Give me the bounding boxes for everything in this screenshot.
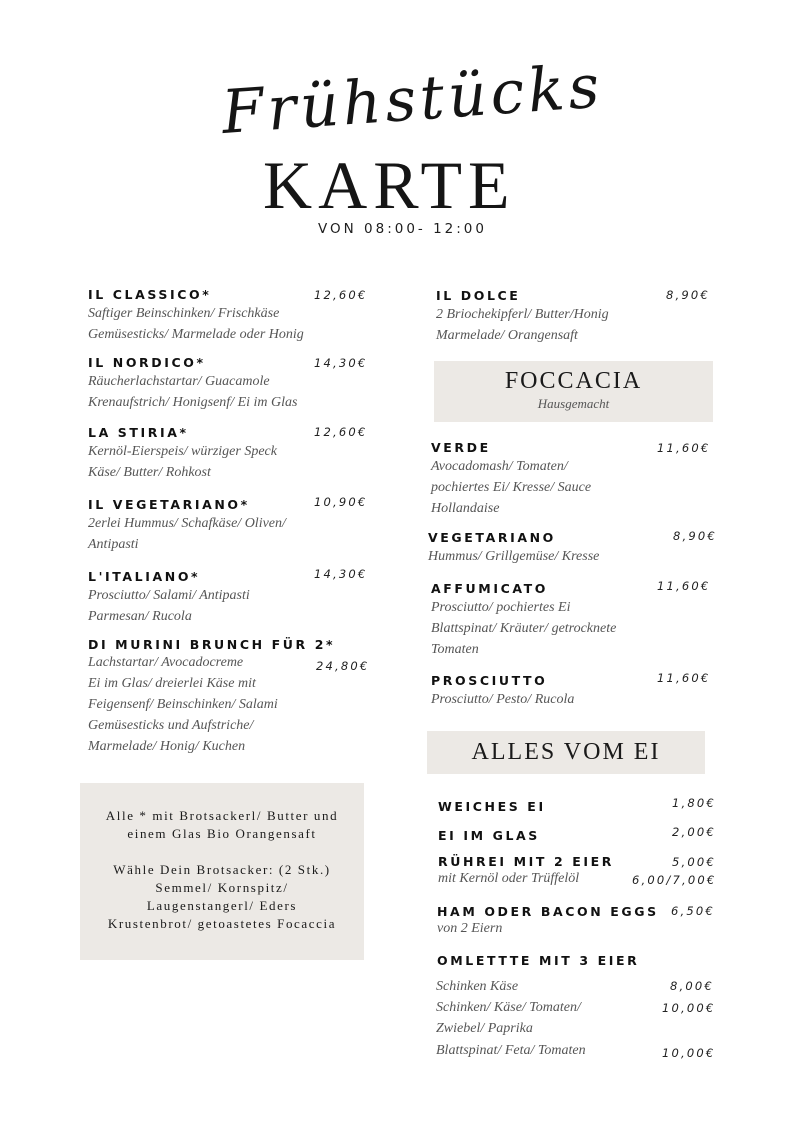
item-desc: Tomaten bbox=[431, 642, 479, 657]
omelette-variant-desc: Zwiebel/ Paprika bbox=[436, 1021, 533, 1036]
item-price: 10,90€ bbox=[314, 495, 368, 509]
menu-item-weiches-ei bbox=[438, 796, 718, 814]
item-desc: Prosciutto/ Salami/ Antipasti bbox=[88, 588, 250, 603]
omelette-variant-price: 10,00€ bbox=[662, 1046, 716, 1060]
item-desc: 2 Briochekipferl/ Butter/Honig bbox=[436, 307, 609, 322]
item-price: 12,60€ bbox=[314, 425, 368, 439]
item-name: IL DOLCE bbox=[436, 288, 521, 303]
menu-item-omelette bbox=[437, 953, 727, 968]
item-name: IL CLASSICO* bbox=[88, 287, 212, 302]
item-name: EI IM GLAS bbox=[438, 828, 540, 843]
item-price: 14,30€ bbox=[314, 356, 368, 370]
item-price: 12,60€ bbox=[314, 288, 368, 302]
item-desc: Prosciutto/ pochiertes Ei bbox=[431, 600, 571, 615]
item-desc: Käse/ Butter/ Rohkost bbox=[88, 465, 211, 480]
item-desc: Parmesan/ Rucola bbox=[88, 609, 192, 624]
note-line: Wähle Dein Brotsacker: (2 Stk.) bbox=[113, 862, 331, 877]
note-line bbox=[80, 843, 364, 861]
menu-item-ham-bacon bbox=[437, 904, 727, 939]
item-desc: Hollandaise bbox=[431, 501, 500, 516]
item-price: 8,90€ bbox=[673, 529, 717, 543]
menu-item-vegetariano bbox=[428, 530, 718, 567]
menu-item-il-vegetariano bbox=[88, 497, 368, 555]
item-desc: pochiertes Ei/ Kresse/ Sauce bbox=[431, 480, 592, 495]
item-desc: Räucherlachstartar/ Guacamole bbox=[88, 374, 270, 389]
omelette-variant-price: 8,00€ bbox=[670, 979, 714, 993]
item-name: WEICHES EI bbox=[438, 799, 546, 814]
item-price: 6,50€ bbox=[671, 904, 715, 918]
item-name: HAM ODER BACON EGGS bbox=[437, 904, 659, 919]
menu-item-il-classico bbox=[88, 287, 368, 345]
item-desc: 2erlei Hummus/ Schafkäse/ Oliven/ bbox=[88, 516, 286, 531]
item-desc: von 2 Eiern bbox=[437, 921, 503, 936]
section-title: ALLES VOM EI bbox=[471, 739, 661, 765]
item-name: L'ITALIANO* bbox=[88, 569, 201, 584]
item-name: LA STIRIA* bbox=[88, 425, 189, 440]
item-desc: Krenaufstrich/ Honigsenf/ Ei im Glas bbox=[88, 395, 298, 410]
menu-item-affumicato bbox=[431, 581, 711, 660]
item-price-variant: 6,00/7,00€ bbox=[632, 873, 717, 887]
page-title: KARTE bbox=[263, 147, 516, 223]
item-price: 14,30€ bbox=[314, 567, 368, 581]
item-desc: Prosciutto/ Pesto/ Rucola bbox=[431, 692, 575, 707]
item-desc: Hummus/ Grillgemüse/ Kresse bbox=[428, 549, 600, 564]
note-line: Laugenstangerl/ Eders bbox=[146, 898, 298, 913]
item-desc: Avocadomash/ Tomaten/ bbox=[431, 459, 568, 474]
item-desc: Gemüsesticks/ Marmelade oder Honig bbox=[88, 327, 304, 342]
item-price: 24,80€ bbox=[316, 659, 370, 673]
item-name: RÜHREI MIT 2 EIER bbox=[438, 854, 614, 869]
note-line: Semmel/ Kornspitz/ bbox=[155, 880, 289, 895]
section-header-eggs bbox=[427, 731, 705, 774]
item-name: VERDE bbox=[431, 440, 491, 455]
menu-item-brunch bbox=[88, 637, 378, 757]
menu-item-prosciutto bbox=[431, 673, 711, 710]
menu-item-italiano bbox=[88, 569, 368, 627]
menu-item-la-stiria bbox=[88, 425, 368, 483]
item-name: AFFUMICATO bbox=[431, 581, 549, 596]
item-price: 1,80€ bbox=[672, 796, 716, 810]
item-name: PROSCIUTTO bbox=[431, 673, 548, 688]
note-line: einem Glas Bio Orangensaft bbox=[127, 826, 317, 841]
item-name: OMLETTTE MIT 3 EIER bbox=[437, 953, 640, 968]
item-desc: Saftiger Beinschinken/ Frischkäse bbox=[88, 306, 280, 321]
section-title: FOCCACIA bbox=[504, 368, 643, 394]
menu-item-ei-im-glas bbox=[438, 825, 718, 843]
omelette-variant-desc: Schinken/ Käse/ Tomaten/ bbox=[436, 1000, 581, 1015]
item-desc: Marmelade/ Honig/ Kuchen bbox=[88, 739, 246, 754]
opening-hours: VON 08:00- 12:00 bbox=[318, 221, 487, 237]
item-price: 8,90€ bbox=[666, 288, 710, 302]
script-title: Frühstücks bbox=[219, 51, 606, 148]
item-desc: Marmelade/ Orangensaft bbox=[436, 328, 578, 343]
section-header-foccacia bbox=[434, 361, 713, 422]
item-price: 11,60€ bbox=[657, 671, 711, 685]
menu-item-verde bbox=[431, 440, 711, 519]
item-desc: Antipasti bbox=[88, 537, 139, 552]
item-name: IL VEGETARIANO* bbox=[88, 497, 250, 512]
omelette-variant-price: 10,00€ bbox=[662, 1001, 716, 1015]
item-desc: Lachstartar/ Avocadocreme bbox=[88, 655, 244, 670]
item-desc: Gemüsesticks und Aufstriche/ bbox=[88, 718, 254, 733]
item-price: 11,60€ bbox=[657, 579, 711, 593]
note-line: Alle * mit Brotsackerl/ Butter und bbox=[105, 808, 339, 823]
item-price: 11,60€ bbox=[657, 441, 711, 455]
item-price: 5,00€ bbox=[672, 855, 716, 869]
omelette-variant-desc: Schinken Käse bbox=[436, 979, 519, 994]
item-name: VEGETARIANO bbox=[428, 530, 556, 545]
item-desc: Ei im Glas/ dreierlei Käse mit bbox=[88, 676, 256, 691]
menu-item-ruehrei bbox=[438, 854, 728, 889]
omelette-variant-desc: Blattspinat/ Feta/ Tomaten bbox=[436, 1043, 586, 1058]
item-desc: Blattspinat/ Kräuter/ getrocknete bbox=[431, 621, 617, 636]
item-name: DI MURINI BRUNCH FÜR 2* bbox=[88, 637, 336, 652]
info-note-box bbox=[80, 783, 364, 960]
item-desc: mit Kernöl oder Trüffelöl bbox=[438, 871, 580, 886]
item-price: 2,00€ bbox=[672, 825, 716, 839]
menu-item-il-dolce bbox=[436, 288, 716, 346]
item-name: IL NORDICO* bbox=[88, 355, 206, 370]
item-desc: Kernöl-Eierspeis/ würziger Speck bbox=[88, 444, 277, 459]
note-line: Krustenbrot/ getoastetes Focaccia bbox=[107, 916, 337, 931]
section-subtitle: Hausgemacht bbox=[537, 396, 610, 411]
menu-item-il-nordico bbox=[88, 355, 368, 413]
item-desc: Feigensenf/ Beinschinken/ Salami bbox=[88, 697, 278, 712]
